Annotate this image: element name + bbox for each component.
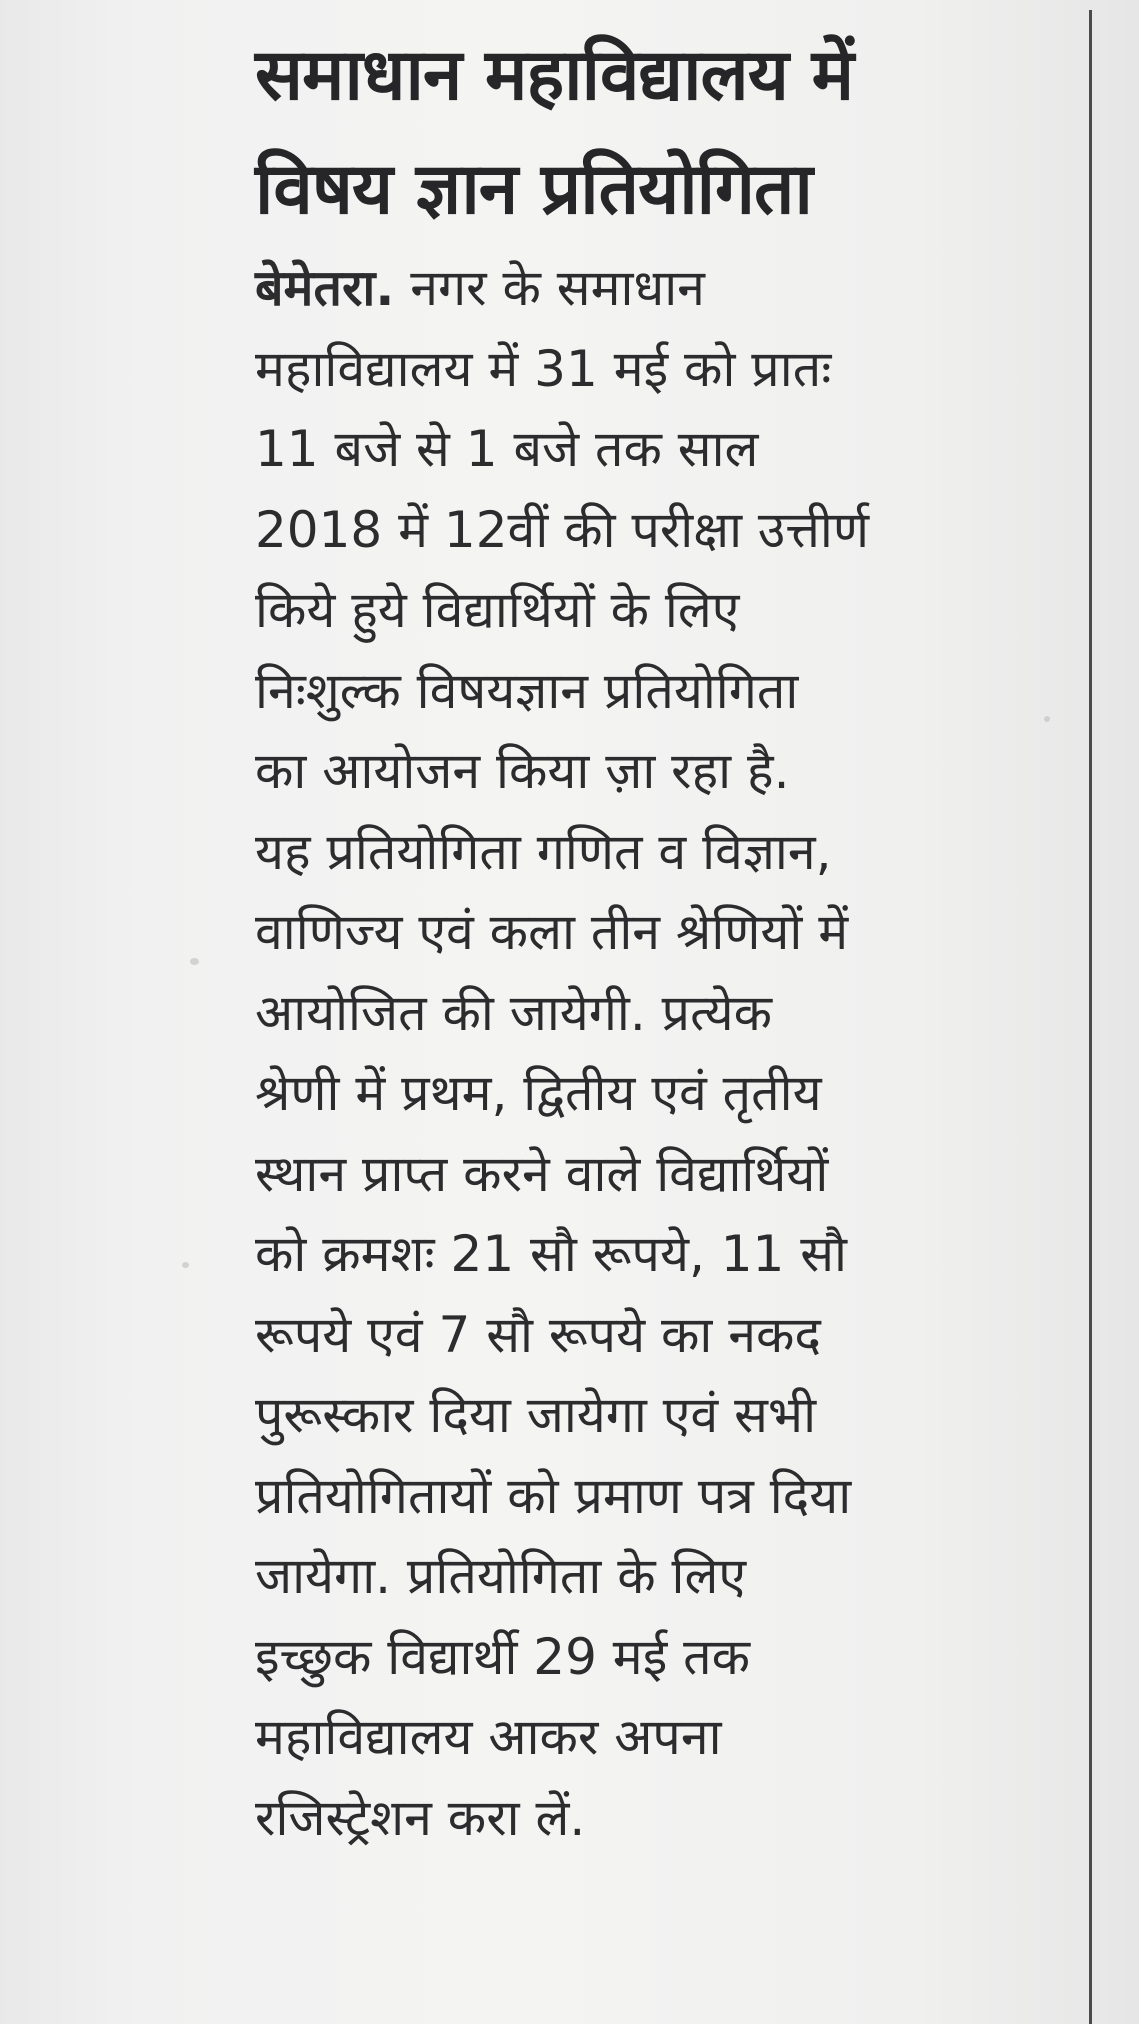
body-line: रूपये एवं 7 सौ रूपये का नकद — [255, 1305, 821, 1364]
article-headline — [255, 18, 1070, 246]
body-line: वाणिज्य एवं कला तीन श्रेणियों में — [255, 903, 849, 961]
news-article — [255, 18, 1070, 1858]
body-line: निःशुल्क विषयज्ञान प्रतियोगिता — [255, 661, 799, 720]
body-line: जायेगा. प्रतियोगिता के लिए — [255, 1547, 747, 1605]
article-body — [255, 248, 1070, 1858]
body-line: आयोजित की जायेगी. प्रत्येक — [255, 983, 773, 1042]
body-line: रजिस्ट्रेशन करा लें. — [255, 1788, 586, 1847]
body-line: यह प्रतियोगिता गणित व विज्ञान, — [255, 822, 832, 881]
column-divider-rule — [1089, 10, 1092, 2024]
body-line — [255, 248, 1070, 329]
print-speck — [190, 958, 199, 965]
body-line: स्थान प्राप्त करने वाले विद्यार्थियों — [255, 1144, 829, 1203]
body-line: 11 बजे से 1 बजे तक साल — [255, 420, 759, 478]
article-dateline: बेमेतरा. — [255, 259, 395, 317]
body-line: महाविद्यालय आकर अपना — [255, 1708, 722, 1766]
body-line: पुरूस्कार दिया जायेगा एवं सभी — [255, 1386, 817, 1444]
headline-line: विषय ज्ञान प्रतियोगिता — [255, 147, 812, 230]
body-line: किये हुये विद्यार्थियों के लिए — [255, 581, 740, 639]
body-line: इच्छुक विद्यार्थी 29 मई तक — [255, 1627, 751, 1686]
body-line: प्रतियोगितायों को प्रमाण पत्र दिया — [255, 1466, 852, 1525]
body-line: 2018 में 12वीं की परीक्षा उत्तीर्ण — [255, 500, 869, 559]
body-line: का आयोजन किया ज़ा रहा है. — [255, 742, 790, 800]
body-line: को क्रमशः 21 सौ रूपये, 11 सौ — [255, 1225, 848, 1283]
body-line: महाविद्यालय में 31 मई को प्रातः — [255, 339, 832, 398]
print-speck — [182, 1262, 189, 1268]
body-line-text: नगर के समाधान — [410, 259, 705, 317]
headline-line: समाधान महाविद्यालय में — [255, 33, 854, 116]
body-line: श्रेणी में प्रथम, द्वितीय एवं तृतीय — [255, 1064, 822, 1122]
